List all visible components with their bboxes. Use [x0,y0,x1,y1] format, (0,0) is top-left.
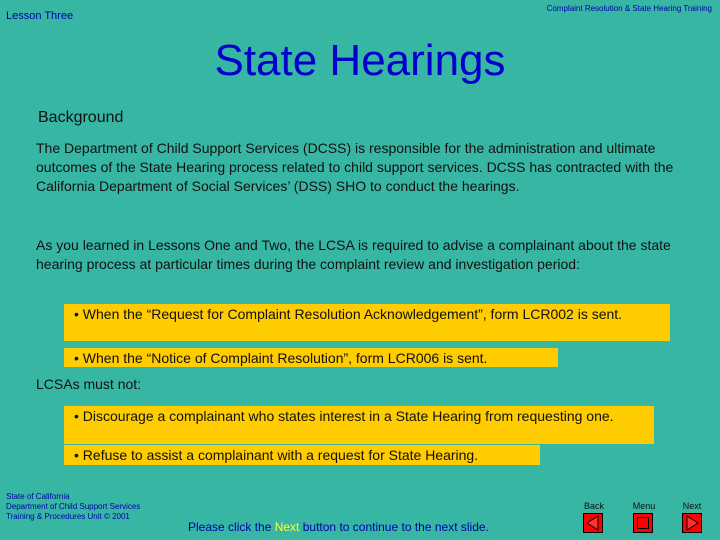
next-button[interactable] [682,513,702,533]
menu-button[interactable] [633,513,653,533]
course-title: Complaint Resolution & State Hearing Training [546,4,712,13]
footer-instruction-next-word: Next [274,520,300,534]
must-not-item-text: Refuse to assist a complainant with a request for State Hearing. [82,447,479,463]
advise-item-text: When the “Notice of Complaint Resolution”, form LCR006 is sent. [82,350,488,366]
paragraph-lessons: As you learned in Lessons One and Two, the LCSA is required to advise a complainant about the state hearing process at particular times during the complaint review and investigation period: [36,237,671,272]
lesson-label: Lesson Three [6,10,74,22]
footer-org-line: State of California [6,492,70,501]
back-label: Back [583,501,604,511]
next-label: Next [682,501,702,511]
section-heading-background: Background [38,109,124,126]
advise-item-lcr002: • When the “Request for Complaint Resolution Acknowledgement”, form LCR002 is sent. [64,304,670,341]
section-heading-must-not: LCSAs must not: [36,376,142,392]
footer-instruction-text: button to continue to the next slide. [299,520,489,534]
footer-instruction-text: Please click the [188,520,275,534]
must-not-item-text: Discourage a complainant who states interest in a State Hearing from requesting one. [82,408,614,424]
page-title: State Hearings [214,36,506,85]
back-arrow-icon [583,513,603,533]
footer-org-line: Training & Procedures Unit © 2001 [6,512,130,521]
must-not-item-refuse: • Refuse to assist a complainant with a request for State Hearing. [64,445,540,465]
paragraph-dcss: The Department of Child Support Services (DCSS) is responsible for the administration and ultimate outcomes of the State Hearing process related to child support services. DCSS has contracted with the California Department of Social Services’ (DSS) SHO to conduct the hearings. [36,140,674,194]
must-not-item-discourage: • Discourage a complainant who states interest in a State Hearing from requesting one. [64,406,654,444]
footer-org-line: Department of Child Support Services [6,502,141,511]
footer-instruction [188,520,489,534]
menu-square-icon [633,513,653,533]
back-button[interactable] [583,513,603,533]
advise-item-lcr006: • When the “Notice of Complaint Resolution”, form LCR006 is sent. [64,348,558,367]
next-arrow-icon [682,513,702,533]
advise-item-text: When the “Request for Complaint Resolution Acknowledgement”, form LCR002 is sent. [82,306,623,322]
menu-label: Menu [632,501,656,511]
footer-organization [6,492,140,522]
